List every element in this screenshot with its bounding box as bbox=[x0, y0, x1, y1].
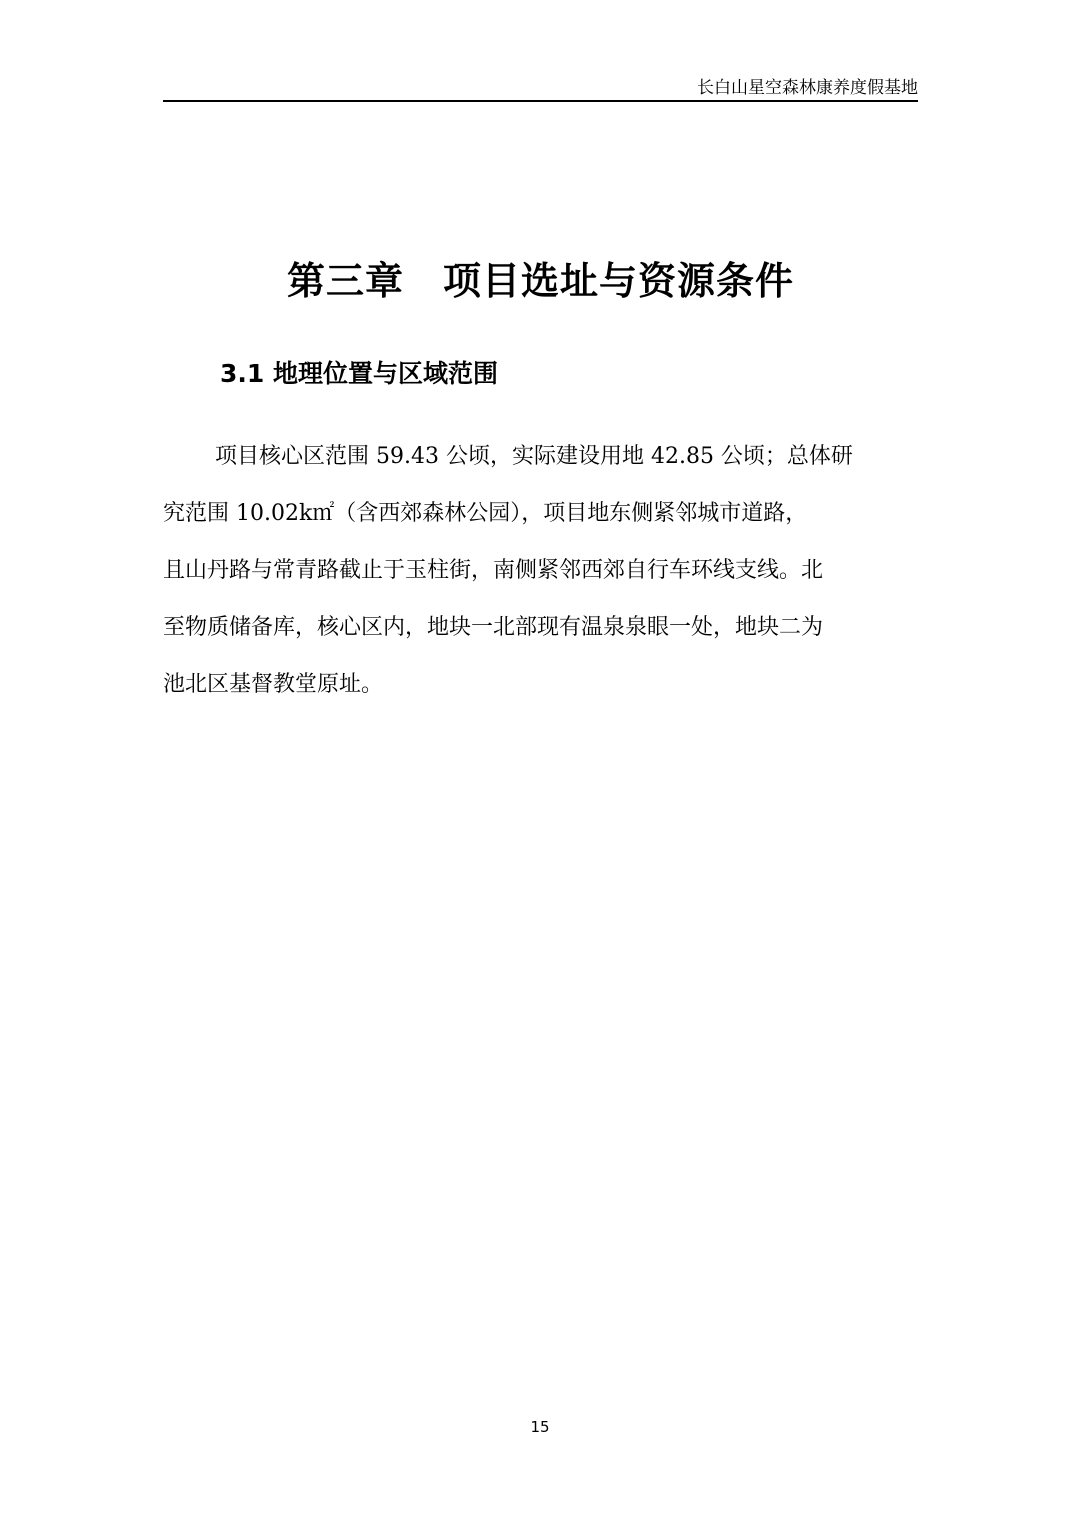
paragraph-line: 究范围 10.02k㎡（含西郊森林公园），项目地东侧紧邻城市道路， bbox=[163, 501, 808, 526]
body-paragraph bbox=[163, 428, 918, 713]
paragraph-line: 池北区基督教堂原址。 bbox=[163, 672, 384, 697]
paragraph-line: 且山丹路与常青路截止于玉柱街，南侧紧邻西郊自行车环线支线。北 bbox=[163, 558, 824, 583]
paragraph-line: 项目核心区范围 59.43 公顷，实际建设用地 42.85 公顷；总体研 bbox=[215, 444, 853, 469]
paragraph-line: 至物质储备库，核心区内，地块一北部现有温泉泉眼一处，地块二为 bbox=[163, 615, 824, 640]
chapter-title: 第三章 项目选址与资源条件 bbox=[286, 259, 794, 303]
running-header-title: 长白山星空森林康养度假基地 bbox=[697, 78, 918, 98]
running-header bbox=[163, 70, 918, 102]
section-heading: 3.1 地理位置与区域范围 bbox=[220, 359, 498, 388]
page-number: 15 bbox=[530, 1418, 550, 1436]
